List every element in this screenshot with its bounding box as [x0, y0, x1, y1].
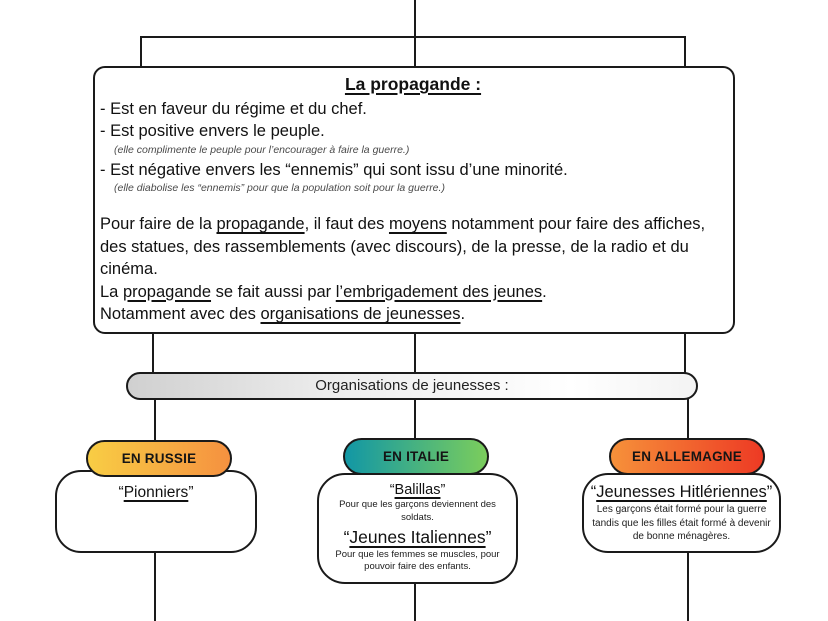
italy-desc-1: Pour que les garçons deviennent des soldats.	[339, 499, 496, 523]
italy-heading-2: “Jeunes Italiennes”	[343, 526, 492, 547]
propaganda-bullet-3: - Est négative envers les “ennemis” qui sont issu d’une minorité.	[100, 160, 568, 179]
italy-desc-2: Pour que les femmes se muscles, pour pouvoir faire des enfants.	[335, 548, 500, 573]
connector-line-top-horizontal	[140, 36, 686, 38]
italy-box	[317, 473, 518, 584]
propaganda-bullet-2: - Est positive envers le peuple.	[100, 122, 325, 141]
connector-line-bottom-left	[154, 551, 156, 621]
germany-pill-label: EN ALLEMAGNE	[632, 449, 742, 464]
organisations-pill	[126, 372, 698, 400]
germany-pill	[609, 438, 765, 475]
propaganda-bullet-1: - Est en faveur du régime et du chef.	[100, 100, 367, 118]
italy-pill-label: EN ITALIE	[382, 449, 450, 464]
propaganda-box	[93, 66, 735, 334]
germany-desc: Les garçons était formé pour la guerre tandis que les filles était formé à devenir de bonne ménagères.	[592, 504, 771, 542]
russia-box	[55, 470, 257, 553]
propaganda-note-1: (elle complimente le peuple pour l’encourager à faire la guerre.)	[114, 143, 410, 156]
connector-line-bottom-right	[687, 551, 689, 621]
germany-heading: “Jeunesses Hitlériennes”	[590, 483, 773, 501]
italy-heading-1: “Balillas”	[389, 482, 446, 498]
propaganda-title: La propagande :	[344, 74, 482, 94]
connector-line-low-left	[154, 399, 156, 443]
propaganda-paragraph-2: La propagande se fait aussi par l’embrigadement des jeunes.	[100, 282, 547, 301]
propaganda-paragraph-1: Pour faire de la propagande, il faut des moyens notamment pour faire des affiches, des statues, des rassemblements (avec discours), de la presse, de la radio et du cinéma.	[100, 215, 706, 279]
connector-line-low-right	[687, 399, 689, 441]
connector-line-top-right-drop	[684, 36, 686, 67]
russia-heading: “Pionniers”	[118, 484, 194, 501]
russia-pill	[86, 440, 232, 477]
connector-line-mid-left	[152, 333, 154, 373]
connector-line-mid-right	[684, 333, 686, 373]
organisations-pill-label: Organisations de jeunesses :	[315, 377, 509, 394]
russia-pill-label: EN RUSSIE	[121, 451, 197, 466]
germany-box	[582, 473, 781, 553]
connector-line-top-left-drop	[140, 36, 142, 67]
connector-line-bottom-center	[414, 582, 416, 621]
connector-line-mid-center	[414, 333, 416, 373]
connector-line-top-center	[414, 0, 416, 67]
propaganda-note-2: (elle diabolise les “ennemis” pour que la population soit pour la guerre.)	[114, 182, 445, 195]
connector-line-low-center	[414, 399, 416, 441]
propaganda-paragraph-3: Notamment avec des organisations de jeunesses.	[100, 305, 466, 324]
italy-pill	[343, 438, 489, 475]
